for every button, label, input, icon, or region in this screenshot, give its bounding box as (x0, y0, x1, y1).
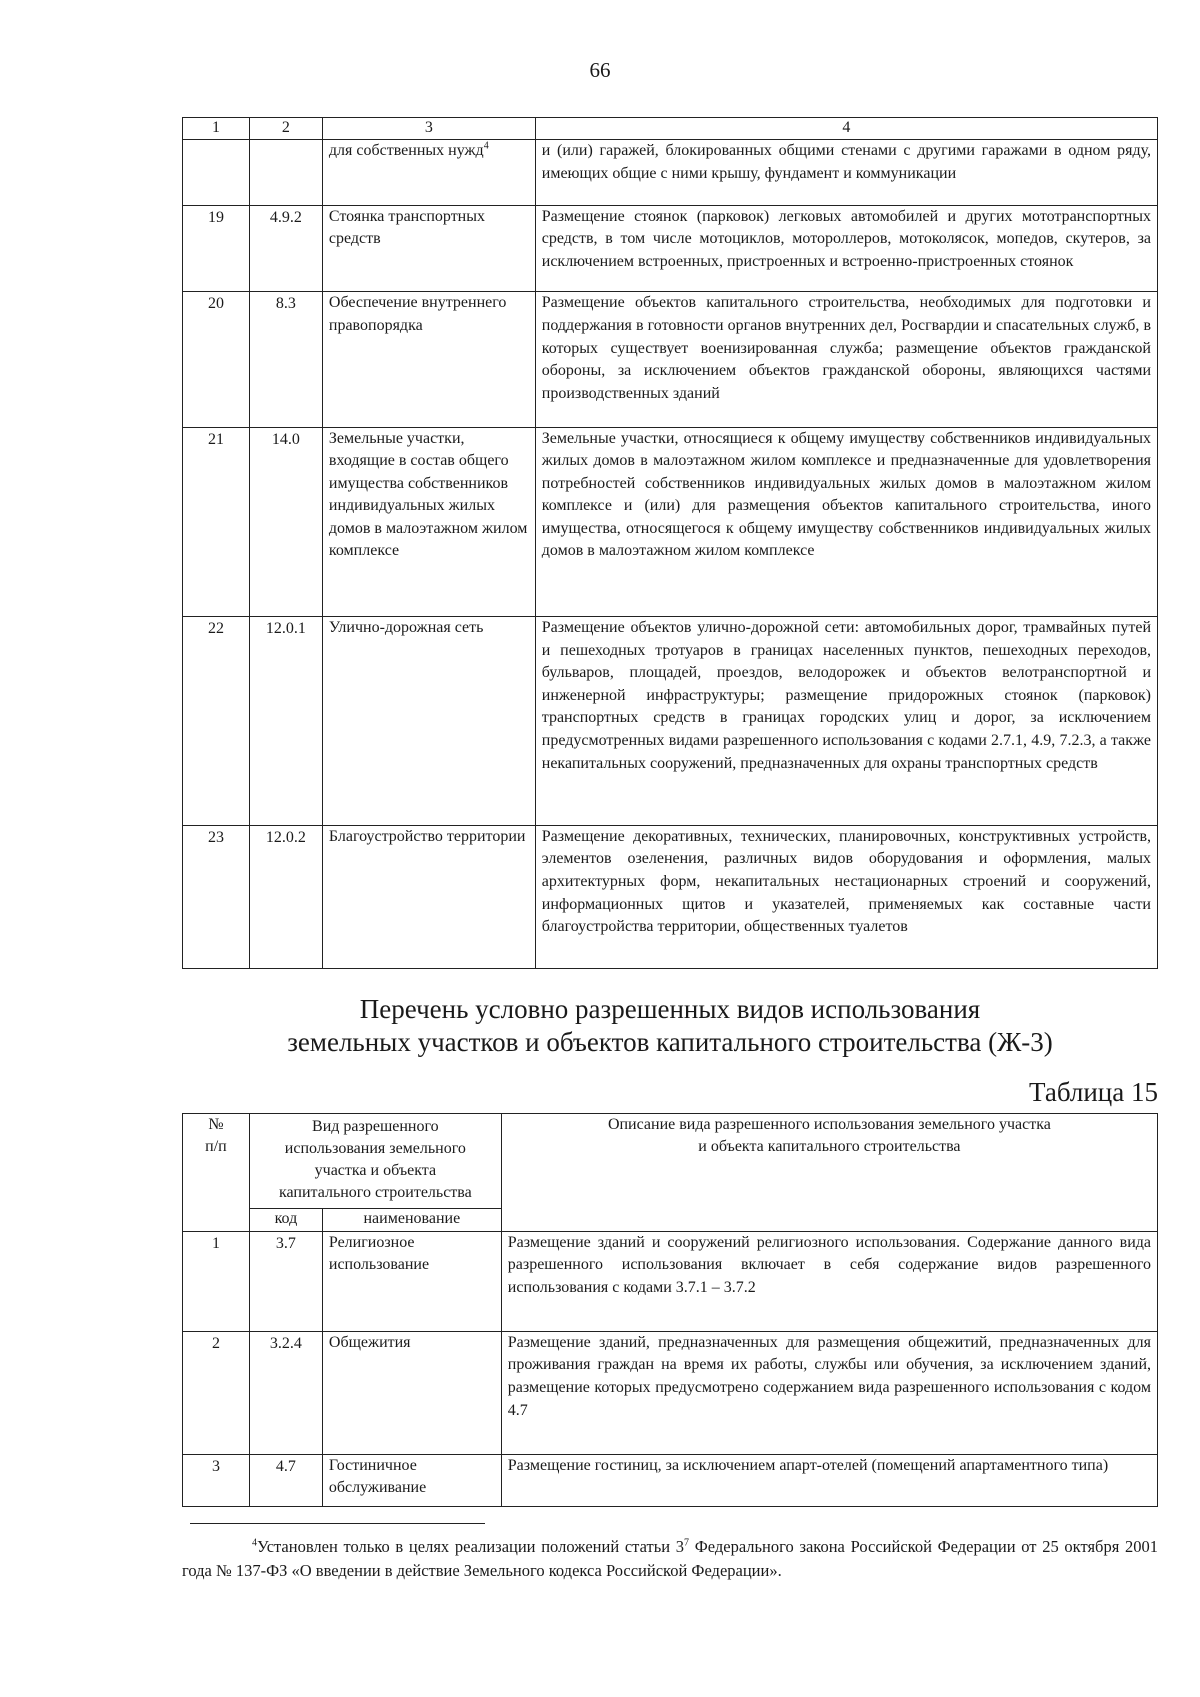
section-title-line: земельных участков и объектов капитального строительства (Ж-3) (287, 1027, 1053, 1057)
row-code: 12.0.1 (249, 617, 322, 826)
row-code: 3.7 (249, 1231, 322, 1331)
row-number: 20 (183, 292, 250, 427)
table-row (183, 1331, 1158, 1454)
header-cell: 1 (183, 118, 250, 140)
row-description: Размещение декоративных, технических, планировочных, конструктивных устройств, элементов озеленения, различных видов оборудования и оформления, малых архитектурных форм, некапитальных нестационарных строений и сооружений, информационных щитов и указателей, применяемых как составные части благоустройства территории, общественных туалетов (535, 825, 1157, 968)
row-number: 19 (183, 205, 250, 292)
row-number (183, 140, 250, 206)
row-number: 1 (183, 1231, 250, 1331)
row-number: 22 (183, 617, 250, 826)
header-kind: Вид разрешенного использования земельного участка и объекта капитального строительства (249, 1114, 501, 1209)
row-code: 4.7 (249, 1454, 322, 1506)
row-number: 3 (183, 1454, 250, 1506)
row-description: Размещение гостиниц, за исключением апарт-отелей (помещений апартаментного типа) (501, 1454, 1157, 1506)
row-code: 12.0.2 (249, 825, 322, 968)
article-superscript: 7 (684, 1537, 690, 1549)
footnote-text: Установлен только в целях реализации положений статьи 3 (257, 1537, 685, 1556)
footnote-marker: 4 (252, 1537, 257, 1549)
conditional-use-table (182, 1113, 1158, 1507)
table-row (183, 617, 1158, 826)
row-number: 21 (183, 427, 250, 617)
table-row (183, 1231, 1158, 1331)
table-row (183, 1454, 1158, 1506)
row-name: Стоянка транспортных средств (322, 205, 535, 292)
table-row (183, 140, 1158, 206)
row-description: Размещение стоянок (парковок) легковых автомобилей и других мототранспортных средств, в том числе мотоциклов, мотороллеров, мотоколясок, мопедов, скутеров, за исключением встроенных, пристроенных и встроенно-пристроенных стоянок (535, 205, 1157, 292)
row-name: Благоустройство территории (322, 825, 535, 968)
row-code: 4.9.2 (249, 205, 322, 292)
row-name: для собственных нужд$^4$ (322, 140, 535, 206)
header-cell: 2 (249, 118, 322, 140)
table-header-row (183, 1114, 1158, 1209)
header-code: код (249, 1208, 322, 1231)
header-num: № п/п (183, 1114, 250, 1232)
table-row (183, 825, 1158, 968)
header-name: наименование (322, 1208, 501, 1231)
section-title-line: Перечень условно разрешенных видов использования (359, 994, 981, 1024)
row-code: 3.2.4 (249, 1331, 322, 1454)
header-cell: 4 (535, 118, 1157, 140)
row-name: Гостиничное обслуживание (322, 1454, 501, 1506)
header-cell: 3 (322, 118, 535, 140)
row-name: Обеспечение внутреннего правопорядка (322, 292, 535, 427)
row-name: Общежития (322, 1331, 501, 1454)
row-code: 8.3 (249, 292, 322, 427)
table-row (183, 205, 1158, 292)
land-use-table-continued (182, 117, 1158, 969)
row-description: Размещение объектов капитального строительства, необходимых для подготовки и поддержания в готовности органов внутренних дел, Росгвардии и спасательных служб, в которых существует военизированная служба; размещение объектов гражданской обороны, за исключением объектов гражданской обороны, являющихся частями производственных зданий (535, 292, 1157, 427)
table-header-row (183, 118, 1158, 140)
footnote-text: Федерального закона Российской Федерации от 25 октября 2001 года № 137-ФЗ «О введении в действие Земельного кодекса Российской Федерации». (182, 1537, 1158, 1580)
row-number: 2 (183, 1331, 250, 1454)
page-number: 66 (589, 58, 611, 82)
row-description: Размещение объектов улично-дорожной сети: автомобильных дорог, трамвайных путей и пешеходных тротуаров в границах населенных пунктов, пешеходных переходов, бульваров, площадей, проездов, велодорожек и объектов велотранспортной и инженерной инфраструктуры; размещение придорожных стоянок (парковок) транспортных средств в границах городских улиц и дорог, за исключением предусмотренных видами разрешенного использования с кодами 2.7.1, 4.9, 7.2.3, а также некапитальных сооружений, предназначенных для охраны транспортных средств (535, 617, 1157, 826)
row-description: и (или) гаражей, блокированных общими стенами с другими гаражами в одном ряду, имеющих общие с ними крышу, фундамент и коммуникации (535, 140, 1157, 206)
table-row (183, 427, 1158, 617)
footnote-divider (190, 1523, 485, 1524)
row-name: Религиозное использование (322, 1231, 501, 1331)
row-description: Земельные участки, относящиеся к общему имуществу собственников индивидуальных жилых домов в малоэтажном жилом комплексе и предназначенные для удовлетворения потребностей собственников индивидуальных жилых домов в малоэтажном жилом комплексе и (или) для размещения объектов капитального строительства, иного имущества, относящегося к общему имуществу собственников индивидуальных жилых домов в малоэтажном жилом комплексе (535, 427, 1157, 617)
row-number: 23 (183, 825, 250, 968)
table-row (183, 292, 1158, 427)
row-description: Размещение зданий и сооружений религиозного использования. Содержание данного вида разрешенного использования включает в себя содержание видов разрешенного использования с кодами 3.7.1 – 3.7.2 (501, 1231, 1157, 1331)
row-description: Размещение зданий, предназначенных для размещения общежитий, предназначенных для проживания граждан на время их работы, службы или обучения, за исключением зданий, размещение которых предусмотрено содержанием вида разрешенного использования с кодом 4.7 (501, 1331, 1157, 1454)
footnote-ref: 4 (483, 140, 489, 152)
footnote (182, 1535, 1158, 1583)
row-code (249, 140, 322, 206)
header-description: Описание вида разрешенного использования земельного участка и объекта капитального строительства (501, 1114, 1157, 1232)
section-title (182, 993, 1158, 1059)
table-label: Таблица 15 (1029, 1077, 1158, 1107)
row-name: Земельные участки, входящие в состав общего имущества собственников индивидуальных жилых домов в малоэтажном жилом комплексе (322, 427, 535, 617)
row-code: 14.0 (249, 427, 322, 617)
row-name: Улично-дорожная сеть (322, 617, 535, 826)
